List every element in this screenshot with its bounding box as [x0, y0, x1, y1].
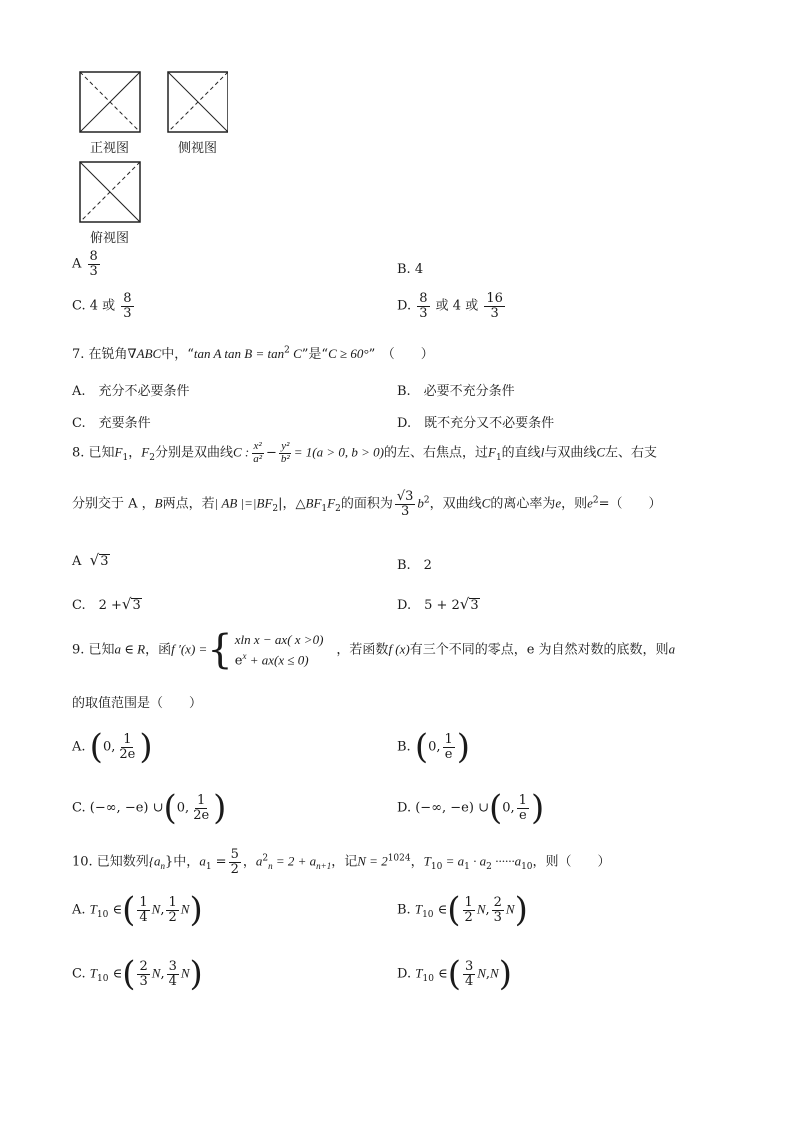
- q8-option-a[interactable]: A √ 3: [72, 551, 109, 569]
- q7-option-d[interactable]: D. 既不充分又不必要条件: [397, 416, 555, 431]
- q10-stem: 10. 已知数列$\{a_n\}$中，$a_1$ = $\frac{5}{2}$ ，$a^2_n = 2 + a_{n+1}$，记$N = 2^{1024}$，$T_{10} = a_1 \cdot a_2 \cdot\cdot\cdot\cdot\cdot\cdot a_{10}$，则（ ）: [72, 847, 611, 877]
- q10-option-b[interactable]: B. $T_{10}$ ∈( $\frac{1}{2}$ N, $\frac{2}{3}$ N): [397, 890, 528, 930]
- q7-stem: 7. 在锐角∇ABC中，“tan A $\tan B = \tan^2 C$”是“C ≥ 60°” （ ）: [72, 345, 434, 362]
- q10-option-c[interactable]: C. $T_{10}$ ∈( $\frac{2}{3}$ N, $\frac{3}{4}$ N): [72, 954, 203, 994]
- q7-option-a[interactable]: A. 充分不必要条件: [72, 384, 190, 399]
- q8-option-d[interactable]: D. 5 + 2 √ 3: [397, 595, 479, 613]
- q8-stem-line2: 分别交于 A ，B两点，若| AB $|=|BF_2|$，$\triangle BF_1F_2$的面积为 $\frac{√3}{3}$ $b^2$，双曲线C的离心率为e，则$e^2=$（ ）: [72, 489, 662, 519]
- q9-stem-line2: 的取值范围是（ ）: [72, 696, 203, 711]
- q7-option-b[interactable]: B. 必要不充分条件: [397, 384, 515, 399]
- q6-option-a[interactable]: A $\frac{8}{3}$: [72, 249, 98, 279]
- q8-stem-line1: 8. 已知$F_1$，$F_2$分别是双曲线C : $\frac{\text{x²}}{\text{a²}}$ − $\frac{\text{y²}}{\text{b²}}$ = 1(a > 0, b > 0)的左、右焦点，过$F_1$的直线l与双曲线C左、右支: [72, 440, 658, 465]
- front-view-square: [80, 72, 140, 132]
- q6-option-d[interactable]: D. $\frac{8}{3}$ 或 4 或 $\frac{16}{3}$: [397, 291, 503, 321]
- q9-option-a[interactable]: A. (0, $\frac{1}{2e}$ ): [72, 727, 153, 767]
- q9-option-c[interactable]: C. (−∞, −e) ∪(0, $\frac{1}{2e}$ ): [72, 788, 227, 828]
- q8-option-c[interactable]: C. 2 + √ 3: [72, 595, 141, 613]
- q9-stem-line1: 9. 已知a ∈ R，函f ′(x) = { xln x − ax( x >0) $e^x + ax(x \le 0)$ ，若函数f (x)有三个不同的零点，e 为自然对数的底数，则a: [72, 627, 676, 674]
- q8-option-b[interactable]: B. 2: [397, 558, 432, 573]
- q9-option-d[interactable]: D. (−∞, −e) ∪(0, $\frac{1}{e}$ ): [397, 788, 545, 828]
- q9-option-b[interactable]: B. (0, $\frac{1}{e}$ ): [397, 727, 471, 767]
- front-view-label: 正视图: [90, 141, 130, 156]
- q7-option-c[interactable]: C. 充要条件: [72, 416, 151, 431]
- q6-option-b[interactable]: B. 4: [397, 262, 424, 277]
- q10-option-a[interactable]: A. $T_{10}$ ∈( $\frac{1}{4}$ N, $\frac{1}{2}$ N): [72, 890, 203, 930]
- top-view-square: [80, 162, 140, 222]
- q6-option-c[interactable]: C. 4 或 $\frac{8}{3}$: [72, 291, 132, 321]
- q10-option-d[interactable]: D. $T_{10}$ ∈( $\frac{3}{4}$ N,N): [397, 954, 512, 994]
- side-view-square: [168, 72, 228, 132]
- top-view-label: 俯视图: [90, 231, 130, 246]
- side-view-label: 侧视图: [178, 141, 218, 156]
